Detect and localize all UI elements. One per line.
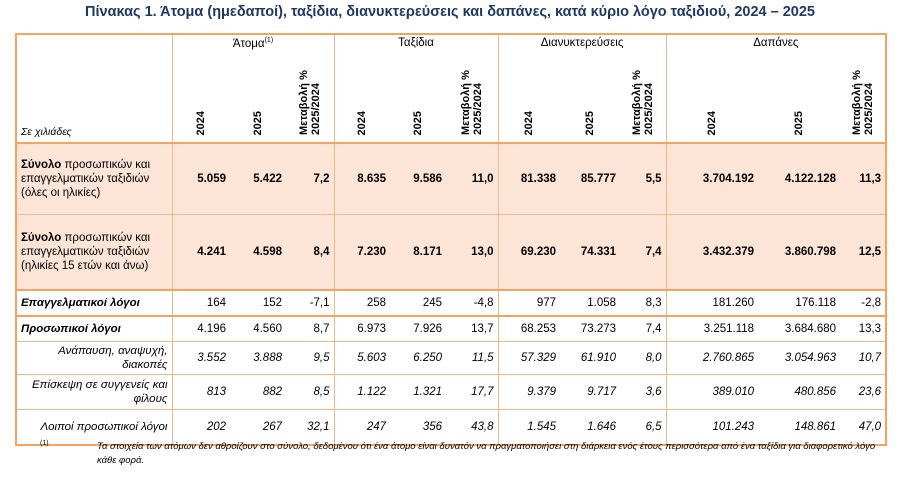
data-table — [15, 33, 887, 446]
col-header-change: Μεταβολή % 2025/2024 — [630, 70, 655, 135]
table-cell: 8,4 — [286, 215, 334, 291]
table-cell: 480.856 — [758, 375, 840, 410]
table-cell: 11,5 — [446, 342, 498, 375]
row-label: Προσωπικοί λόγοι — [16, 316, 172, 342]
table-cell: 69.230 — [498, 215, 560, 291]
table-cell: 13,3 — [840, 316, 886, 342]
table-cell: 3.860.798 — [758, 215, 840, 291]
col-header-year: 2024 — [195, 110, 208, 135]
table-cell: 73.273 — [560, 316, 620, 342]
row-label — [16, 143, 172, 215]
table-cell: 47,0 — [840, 410, 886, 446]
footnote — [40, 440, 890, 468]
group-header-expenditure: Δαπάνες — [666, 34, 886, 53]
unit-label: Σε χιλιάδες — [16, 53, 172, 143]
row-label: Επίσκεψη σε συγγενείς και φίλους — [16, 375, 172, 410]
table-cell: 7.926 — [390, 316, 446, 342]
table-cell: 43,8 — [446, 410, 498, 446]
table-cell: 389.010 — [666, 375, 758, 410]
table-cell: 7,4 — [620, 215, 666, 291]
table-row — [16, 342, 886, 375]
table-cell: 4.241 — [172, 215, 230, 291]
table-cell: 13,0 — [446, 215, 498, 291]
table-cell: 245 — [390, 290, 446, 316]
table-cell: 8,0 — [620, 342, 666, 375]
table-cell: 12,5 — [840, 215, 886, 291]
table-cell: 3.684.680 — [758, 316, 840, 342]
group-header-overnights: Διανυκτερεύσεις — [498, 34, 666, 53]
table-cell: 4.122.128 — [758, 143, 840, 215]
table-cell: 1.321 — [390, 375, 446, 410]
table-cell: 9.717 — [560, 375, 620, 410]
table-cell: 9.379 — [498, 375, 560, 410]
table-cell: 176.118 — [758, 290, 840, 316]
table-cell: 1.646 — [560, 410, 620, 446]
row-label: Λοιποί προσωπικοί λόγοι — [16, 410, 172, 446]
table-cell: 101.243 — [666, 410, 758, 446]
table-cell: 68.253 — [498, 316, 560, 342]
row-label: Επαγγελματικοί λόγοι — [16, 290, 172, 316]
table-cell: 13,7 — [446, 316, 498, 342]
table-row — [16, 215, 886, 291]
table-cell: -7,1 — [286, 290, 334, 316]
row-label — [16, 215, 172, 291]
table-cell: 8,7 — [286, 316, 334, 342]
col-header-year: 2025 — [252, 110, 264, 135]
table-cell: -4,8 — [446, 290, 498, 316]
table-cell: 5.422 — [230, 143, 286, 215]
col-header-year: 2025 — [793, 110, 806, 135]
row-label-strong: Σύνολο — [21, 232, 62, 244]
table-cell: 202 — [172, 410, 230, 446]
table-cell: 247 — [334, 410, 390, 446]
row-label-rest: προσωπικών και επαγγελματικών ταξιδιών (όλες οι ηλικίες) — [21, 159, 151, 199]
table-cell: 17,7 — [446, 375, 498, 410]
table-cell: 3.704.192 — [666, 143, 758, 215]
table-cell: 61.910 — [560, 342, 620, 375]
group-header-trips: Ταξίδια — [334, 34, 498, 53]
table-cell: 8,5 — [286, 375, 334, 410]
row-label-strong: Σύνολο — [21, 159, 62, 171]
footnote-mark: (1) — [40, 440, 49, 447]
table-cell: 181.260 — [666, 290, 758, 316]
table-cell: 11,3 — [840, 143, 886, 215]
table-cell: 164 — [172, 290, 230, 316]
table-cell: 3.552 — [172, 342, 230, 375]
table-cell: 74.331 — [560, 215, 620, 291]
table-cell: 267 — [230, 410, 286, 446]
table-row — [16, 375, 886, 410]
data-table-container — [15, 33, 885, 446]
table-cell: 81.338 — [498, 143, 560, 215]
table-cell: 882 — [230, 375, 286, 410]
table-cell: 85.777 — [560, 143, 620, 215]
table-body — [16, 143, 886, 445]
row-label-rest: προσωπικών και επαγγελματικών ταξιδιών (ηλικίες 15 ετών και άνω) — [21, 232, 151, 272]
table-cell: 8.171 — [390, 215, 446, 291]
table-cell: 1.545 — [498, 410, 560, 446]
header-corner — [16, 34, 172, 53]
table-cell: 4.560 — [230, 316, 286, 342]
col-header-change: Μεταβολή % 2025/2024 — [297, 70, 322, 135]
col-header-year: 2025 — [584, 110, 597, 135]
col-header-year: 2024 — [523, 110, 536, 135]
table-cell: 5,5 — [620, 143, 666, 215]
table-cell: 148.861 — [758, 410, 840, 446]
table-cell: 7,4 — [620, 316, 666, 342]
table-cell: 4.196 — [172, 316, 230, 342]
table-title: Πίνακας 1. Άτομα (ημεδαποί), ταξίδια, διανυκτερεύσεις και δαπάνες, κατά κύριο λόγο ταξιδιού, 2024 – 2025 — [85, 4, 815, 20]
header-sub-row — [16, 53, 886, 143]
table-cell: 7.230 — [334, 215, 390, 291]
table-cell: 258 — [334, 290, 390, 316]
table-cell: 3.432.379 — [666, 215, 758, 291]
table-cell: 10,7 — [840, 342, 886, 375]
table-cell: 11,0 — [446, 143, 498, 215]
table-cell: 1.122 — [334, 375, 390, 410]
col-header-year: 2025 — [412, 110, 425, 135]
table-cell: 3.888 — [230, 342, 286, 375]
table-cell: 3,6 — [620, 375, 666, 410]
table-cell: 6.973 — [334, 316, 390, 342]
table-cell: 6.250 — [390, 342, 446, 375]
table-cell: 57.329 — [498, 342, 560, 375]
table-cell: 356 — [390, 410, 446, 446]
table-cell: 3.054.963 — [758, 342, 840, 375]
header-group-row — [16, 34, 886, 53]
table-cell: 9.586 — [390, 143, 446, 215]
col-header-year: 2024 — [356, 110, 369, 135]
table-cell: 813 — [172, 375, 230, 410]
table-cell: 2.760.865 — [666, 342, 758, 375]
table-cell: 152 — [230, 290, 286, 316]
table-cell: 23,6 — [840, 375, 886, 410]
table-cell: 6,5 — [620, 410, 666, 446]
col-header-year: 2024 — [706, 110, 719, 135]
table-cell: 977 — [498, 290, 560, 316]
table-cell: 5.059 — [172, 143, 230, 215]
col-header-change: Μεταβολή % 2025/2024 — [850, 70, 875, 135]
group-header-persons: Άτομα$^{(1)}$ — [172, 34, 334, 53]
table-cell: 5.603 — [334, 342, 390, 375]
table-row — [16, 316, 886, 342]
col-header-change: Μεταβολή % 2025/2024 — [459, 70, 484, 135]
table-row — [16, 143, 886, 215]
table-cell: 4.598 — [230, 215, 286, 291]
table-cell: -2,8 — [840, 290, 886, 316]
table-cell: 3.251.118 — [666, 316, 758, 342]
table-cell: 8,3 — [620, 290, 666, 316]
table-cell: 32,1 — [286, 410, 334, 446]
table-row — [16, 290, 886, 316]
table-cell: 8.635 — [334, 143, 390, 215]
row-label: Ανάπαυση, αναψυχή, διακοπές — [16, 342, 172, 375]
table-cell: 9,5 — [286, 342, 334, 375]
table-cell: 1.058 — [560, 290, 620, 316]
table-cell: 7,2 — [286, 143, 334, 215]
footnote-text: Τα στοιχεία των ατόμων δεν αθροίζουν στο σύνολο, δεδομένου ότι ένα άτομο είναι δυνατόν να πραγματοποιήσει στη διάρκεια ενός έτους περισσότερα από ένα ταξίδια για διαφορετικό λόγο κάθε φορά. — [97, 441, 876, 466]
